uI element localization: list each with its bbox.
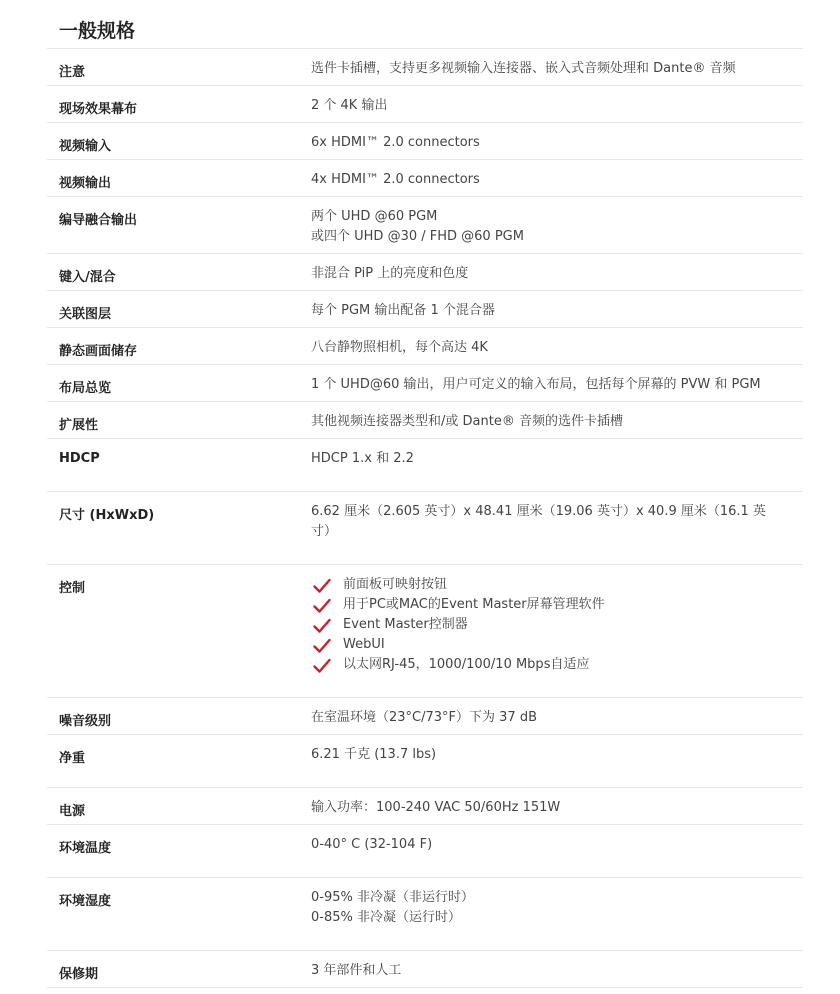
checklist-item: [311, 575, 781, 595]
spec-label: 环境湿度: [59, 894, 112, 909]
spec-value-line: 在室温环境（23°C/73°F）下为 37 dB: [311, 710, 537, 725]
spec-value: [311, 745, 781, 765]
section-title: 一般规格: [59, 20, 136, 42]
spec-row: [47, 735, 803, 788]
checklist-item-text: 前面板可映射按钮: [343, 577, 448, 592]
spec-row: [47, 86, 803, 123]
spec-row: [47, 291, 803, 328]
spec-row: [47, 160, 803, 197]
spec-row: [47, 565, 803, 698]
spec-label: 现场效果幕布: [59, 102, 138, 117]
spec-row: [47, 365, 803, 402]
spec-row: [47, 492, 803, 565]
spec-value: [311, 170, 781, 190]
spec-label: 静态画面储存: [59, 344, 138, 359]
spec-row: [47, 49, 803, 86]
checklist-item-text: 用于PC或MAC的Event Master屏幕管理软件: [343, 597, 605, 612]
spec-value-line: 4x HDMI™ 2.0 connectors: [311, 172, 480, 187]
check-icon: [313, 598, 331, 614]
checklist-item-text: 以太网RJ-45，1000/100/10 Mbps自适应: [343, 657, 590, 672]
spec-label: 扩展性: [59, 418, 99, 433]
spec-row: [47, 878, 803, 951]
spec-value-line: 其他视频连接器类型和/或 Dante® 音频的选件卡插槽: [311, 414, 623, 429]
checklist-item: [311, 595, 781, 615]
spec-value-line: 0-85% 非冷凝（运行时）: [311, 910, 461, 925]
spec-row: [47, 439, 803, 492]
spec-row: [47, 328, 803, 365]
control-checklist: [311, 575, 781, 675]
spec-value: [311, 449, 781, 469]
spec-label: 视频输出: [59, 176, 112, 191]
checklist-item-text: WebUI: [343, 637, 385, 652]
spec-value: [311, 798, 781, 818]
spec-label: 尺寸 (HxWxD): [59, 508, 155, 523]
spec-table: [47, 48, 803, 988]
spec-label: 电源: [59, 804, 86, 819]
spec-value: [311, 264, 781, 284]
spec-value: [311, 888, 781, 928]
spec-value-line: 每个 PGM 输出配备 1 个混合器: [311, 303, 495, 318]
spec-label: 控制: [59, 581, 86, 596]
check-icon: [313, 638, 331, 654]
spec-label: HDCP: [59, 451, 100, 466]
spec-value-line: 6x HDMI™ 2.0 connectors: [311, 135, 480, 150]
spec-value-line: 寸）: [311, 524, 338, 539]
spec-value: [311, 301, 781, 321]
spec-value-line: HDCP 1.x 和 2.2: [311, 451, 414, 466]
spec-row: [47, 123, 803, 160]
spec-row: [47, 698, 803, 735]
spec-label: 视频输入: [59, 139, 112, 154]
spec-value: [311, 575, 781, 675]
spec-row: [47, 951, 803, 988]
spec-value-line: 3 年部件和人工: [311, 963, 402, 978]
spec-row: [47, 825, 803, 878]
check-icon: [313, 578, 331, 594]
spec-value: [311, 59, 781, 79]
spec-label: 注意: [59, 65, 86, 80]
spec-value-line: 0-40° C (32-104 F): [311, 837, 433, 852]
spec-value: [311, 96, 781, 116]
spec-value-line: 2 个 4K 输出: [311, 98, 388, 113]
spec-label: 布局总览: [59, 381, 112, 396]
spec-value-line: 两个 UHD @60 PGM: [311, 209, 438, 224]
spec-value: [311, 412, 781, 432]
spec-value: [311, 961, 781, 981]
spec-row: [47, 197, 803, 254]
spec-row: [47, 402, 803, 439]
checklist-item: [311, 635, 781, 655]
spec-label: 关联图层: [59, 307, 112, 322]
check-icon: [313, 618, 331, 634]
spec-label: 保修期: [59, 967, 99, 982]
spec-value: [311, 375, 781, 395]
spec-label: 噪音级别: [59, 714, 112, 729]
spec-value-line: 输入功率：100-240 VAC 50/60Hz 151W: [311, 800, 561, 815]
check-icon: [313, 658, 331, 674]
spec-row: [47, 254, 803, 291]
checklist-item-text: Event Master控制器: [343, 617, 468, 632]
checklist-item: [311, 655, 781, 675]
spec-value-line: 或四个 UHD @30 / FHD @60 PGM: [311, 229, 524, 244]
spec-value-line: 6.62 厘米（2.605 英寸）x 48.41 厘米（19.06 英寸）x 40.9 厘米（16.1 英: [311, 504, 766, 519]
checklist-item: [311, 615, 781, 635]
spec-row: [47, 788, 803, 825]
spec-value: [311, 338, 781, 358]
spec-value: [311, 207, 781, 247]
spec-value: [311, 502, 781, 542]
spec-value: [311, 835, 781, 855]
spec-value: [311, 133, 781, 153]
spec-value-line: 八台静物照相机，每个高达 4K: [311, 340, 488, 355]
spec-value-line: 0-95% 非冷凝（非运行时）: [311, 890, 474, 905]
spec-value-line: 1 个 UHD@60 输出，用户可定义的输入布局，包括每个屏幕的 PVW 和 PGM: [311, 377, 761, 392]
spec-value: [311, 708, 781, 728]
spec-value-line: 6.21 千克 (13.7 lbs): [311, 747, 437, 762]
spec-value-line: 非混合 PiP 上的亮度和色度: [311, 266, 469, 281]
spec-label: 键入/混合: [59, 270, 116, 285]
spec-value-line: 选件卡插槽，支持更多视频输入连接器、嵌入式音频处理和 Dante® 音频: [311, 61, 736, 76]
spec-label: 净重: [59, 751, 86, 766]
spec-label: 环境温度: [59, 841, 112, 856]
spec-label: 编导融合输出: [59, 213, 138, 228]
